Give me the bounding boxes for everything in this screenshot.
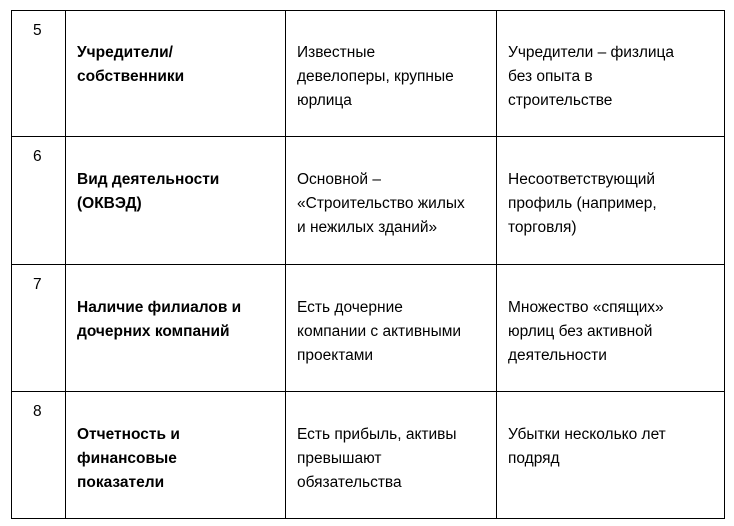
- criterion-cell: [66, 265, 286, 392]
- reliable-description: Есть дочерние компании с активными проектами: [297, 299, 462, 364]
- row-number: 8: [33, 403, 42, 420]
- reliable-description: Известные девелоперы, крупные юрлица: [297, 44, 454, 109]
- criterion-label: Учредители/ собственники: [77, 44, 185, 85]
- row-number-cell: [12, 392, 66, 519]
- row-number: 6: [33, 148, 42, 165]
- table-row: [12, 11, 725, 137]
- criteria-table: [11, 10, 725, 519]
- risky-description: Учредители – физлица без опыта в строительстве: [508, 44, 675, 109]
- risky-description: Множество «спящих» юрлиц без активной деятельности: [508, 299, 664, 364]
- row-number: 7: [33, 276, 42, 293]
- table-row: [12, 392, 725, 519]
- criterion-cell: [66, 392, 286, 519]
- criterion-label: Наличие филиалов и дочерних компаний: [77, 299, 242, 340]
- risky-cell: [497, 137, 725, 265]
- reliable-description: Основной – «Строительство жилых и нежилых зданий»: [297, 171, 465, 236]
- risky-description: Несоответствующий профиль (например, торговля): [508, 171, 657, 236]
- reliable-cell: [286, 11, 497, 137]
- table-row: [12, 265, 725, 392]
- reliable-cell: [286, 392, 497, 519]
- table-row: [12, 137, 725, 265]
- row-number-cell: [12, 11, 66, 137]
- criterion-label: Вид деятельности (ОКВЭД): [77, 171, 220, 212]
- reliable-cell: [286, 137, 497, 265]
- risky-description: Убытки несколько лет подряд: [508, 426, 666, 467]
- reliable-description: Есть прибыль, активы превышают обязательства: [297, 426, 457, 491]
- criterion-cell: [66, 11, 286, 137]
- row-number-cell: [12, 265, 66, 392]
- criterion-label: Отчетность и финансовые показатели: [77, 426, 180, 491]
- row-number: 5: [33, 22, 42, 39]
- risky-cell: [497, 11, 725, 137]
- risky-cell: [497, 392, 725, 519]
- criterion-cell: [66, 137, 286, 265]
- risky-cell: [497, 265, 725, 392]
- reliable-cell: [286, 265, 497, 392]
- row-number-cell: [12, 137, 66, 265]
